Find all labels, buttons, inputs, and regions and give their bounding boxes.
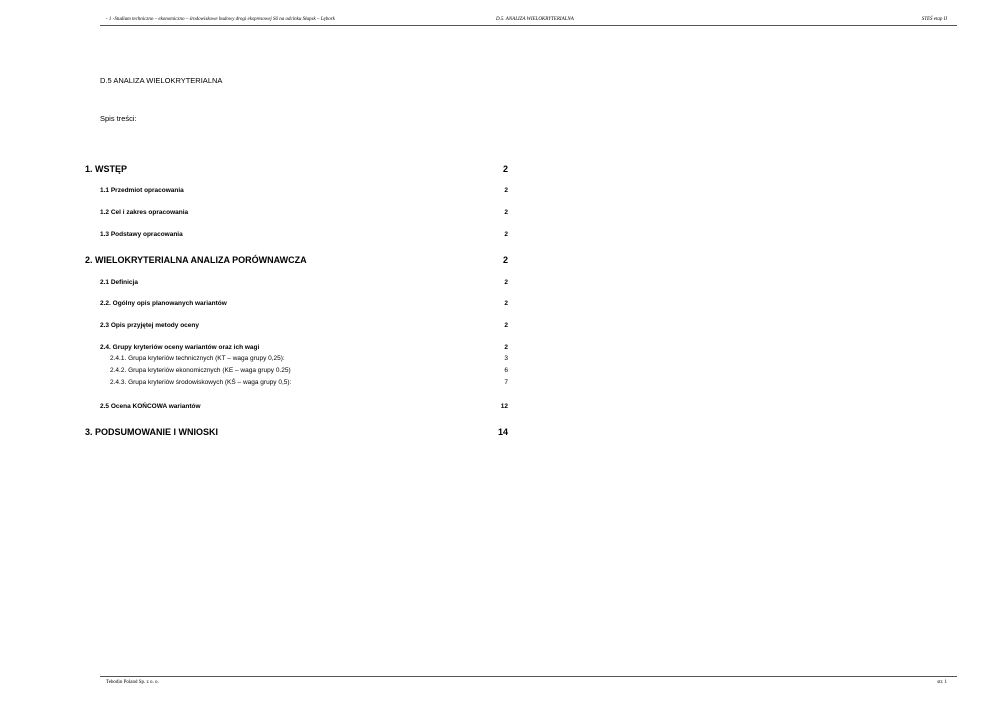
toc-entry-text: 2. WIELOKRYTERIALNA ANALIZA PORÓWNAWCZA [85, 255, 307, 265]
toc-entry-page: 2 [504, 344, 508, 351]
document-title: D.5 ANALIZA WIELOKRYTERIALNA [100, 76, 223, 85]
toc-entry-text: 2.4. Grupy kryteriów oceny wariantów oraz ich wagi [100, 344, 260, 351]
toc-entry-page: 2 [504, 231, 508, 238]
header-study-title: - 1 -Studium techniczno – ekonomiczno – środowiskowe budowy drogi ekspresowej S6 na odcinku Słupsk – Lębork [106, 17, 335, 22]
toc-entry-page: 3 [504, 355, 508, 362]
toc-entry-text: 2.4.3. Grupa kryteriów środowiskowych (KŚ – waga grupy 0,5): [110, 379, 292, 386]
toc-entry-text: 1.2 Cel i zakres opracowania [100, 209, 189, 216]
toc-label: Spis treści: [100, 114, 137, 123]
toc-entry-text: 1. WSTĘP [85, 164, 128, 174]
footer-company: Tebodin Poland Sp. z o. o. [106, 680, 159, 685]
toc-entry-page: 14 [497, 427, 508, 437]
toc-entry-text: 1.3 Podstawy opracowania [100, 231, 183, 238]
toc-entry-text: 3. PODSUMOWANIE I WNIOSKI [85, 427, 219, 437]
toc-entry-page: 2 [502, 164, 508, 174]
toc-entry-page: 2 [504, 322, 508, 329]
toc-entry-text: 2.4.2. Grupa kryteriów ekonomicznych (KE – waga grupy 0.25) [110, 367, 291, 374]
page-footer [100, 676, 957, 685]
footer-page-number: str. 1 [937, 680, 947, 685]
toc-entry-text: 2.4.1. Grupa kryteriów technicznych (KT – waga grupy 0,25): [110, 355, 285, 362]
toc-entry-page: 2 [504, 279, 508, 286]
toc-entry-page: 2 [504, 209, 508, 216]
toc-entry-page: 2 [504, 187, 508, 194]
header-stage: STEŚ etap II [921, 17, 947, 22]
toc-entry-page: 2 [504, 300, 508, 307]
toc-entry-page: 7 [504, 379, 508, 386]
toc-entry-text: 1.1 Przedmiot opracowania [100, 187, 184, 194]
header-section-title: D.5. ANALIZA WIELOKRYTERIALNA [496, 17, 574, 22]
toc-entry-page: 6 [504, 367, 508, 374]
toc-entry-text: 2.2. Ogólny opis planowanych wariantów [100, 300, 227, 307]
page-header [100, 14, 957, 26]
toc-entry-page: 2 [502, 255, 508, 265]
toc-entry-text: 2.3 Opis przyjętej metody oceny [100, 322, 199, 329]
toc-entry-page: 12 [500, 403, 508, 410]
toc-entry-text: 2.1 Definicja [100, 279, 138, 286]
toc-entry-text: 2.5 Ocena KOŃCOWA wariantów [100, 403, 201, 410]
